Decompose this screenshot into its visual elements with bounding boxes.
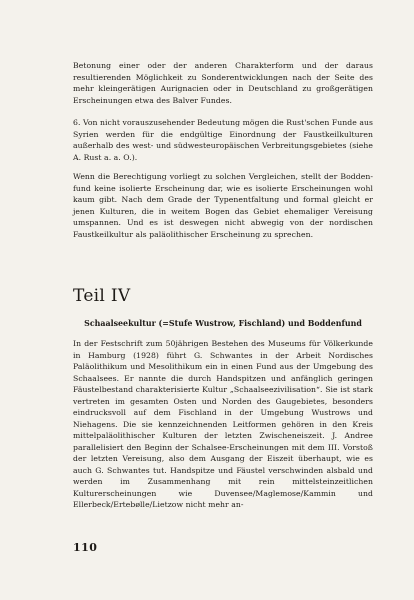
paragraph-2: 6. Von nicht vorauszusehender Bedeutung mögen die Rust'schen Funde aus Syrien werden für die endgültige Einordnung der Faustkeilkulturen außerhalb des west- und südwesteuropäischen Verbreitungsgebietes (siehe A. Rust a. a. O.). xyxy=(73,118,373,162)
paragraph-1: Betonung einer oder der anderen Charakterform und der daraus resultierenden Möglichkeit zu Sonderentwicklungen nach der Seite des mehr kleingerätigen Aurignacien oder in Deutschland zu großgerätigen Erscheinungen etwa des Balver Fundes. xyxy=(73,61,373,105)
section-subtitle: Schaalseekultur (=Stufe Wustrow, Fischland) und Boddenfund xyxy=(84,319,362,328)
section-title: Teil IV xyxy=(73,286,131,306)
paragraph-4: In der Festschrift zum 50jährigen Bestehen des Museums für Völkerkunde in Hamburg (1928) führt G. Schwantes in der Arbeit Nordisches Paläolithikum und Mesolithikum ein in einen Fund aus der Umgebung des Schaalsees. Er nannte die durch Handspitzen und anfänglich geringen Fäustelbestand charakterisierte Kultur „Schaalseezivilisation“. Sie ist stark vertreten im gesamten Osten und Norden des Gaugebietes, besonders eindrucksvoll auf dem Fischland in der Umgebung Wustrows und Niehagens. Die sie kennzeichnenden Leitformen gehören in den Kreis mittelpaläolithischer Kulturen der letzten Zwischeneiszeit. J. Andree parallelisiert den Beginn der Schalsee-Erscheinungen mit dem III. Vorstoß der letzten Vereisung, also dem Ausgang der Eiszeit überhaupt, wie es auch G. Schwantes tut. Handspitze und Fäustel verschwinden alsbald und werden im Zusammenhang mit rein mittelsteinzeitlichen Kulturerscheinungen wie Duvensee/Maglemose/Kammin und Ellerbeck/Ertebølle/Lietzow nicht mehr an- xyxy=(73,339,373,509)
paragraph-3: Wenn die Berechtigung vorliegt zu solchen Vergleichen, stellt der Bodden-fund keine isolierte Erscheinung dar, wie es isolierte Erscheinungen wohl kaum gibt. Nach dem Grade der Typenentfaltung und formal gleicht er jenen Kulturen, die in weitem Bogen das Gebiet ehemaliger Vereisung umspannen. Und es ist deswegen nicht abwegig von der nordischen Faustkeilkultur als paläolithischer Erscheinung zu sprechen. xyxy=(73,172,373,239)
page-number: 110 xyxy=(73,541,98,554)
